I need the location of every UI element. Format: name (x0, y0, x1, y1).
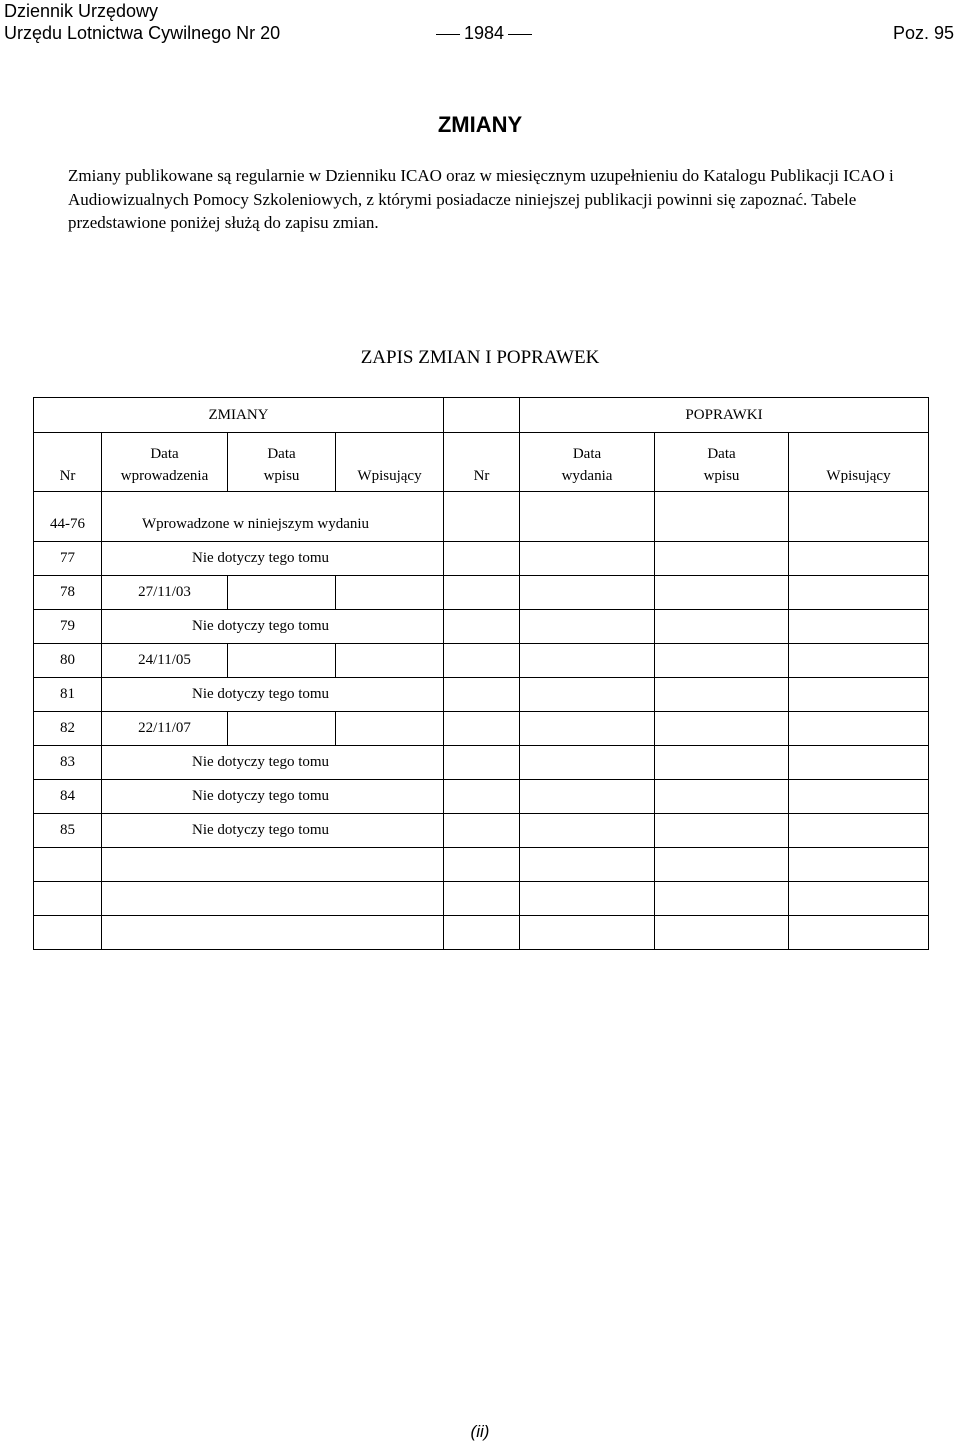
col-corr-write-date-l1: Data (707, 446, 736, 462)
dash-right (508, 34, 532, 35)
position-label: Poz. 95 (892, 23, 954, 43)
page-title: ZMIANY (437, 112, 523, 137)
table-row-empty (34, 848, 929, 882)
table-row (34, 746, 929, 780)
col-entry-date-l1: Data (150, 446, 179, 462)
table-row (34, 644, 929, 678)
amendments-table (33, 397, 929, 950)
col-corr-nr: Nr (444, 433, 520, 492)
row-note: Nie dotyczy tego tomu (102, 610, 444, 644)
table-row (34, 542, 929, 576)
row-nr: 79 (34, 610, 102, 644)
col-writer: Wpisujący (336, 433, 444, 492)
intro-paragraph: Zmiany publikowane są regularnie w Dzienniku ICAO oraz w miesięcznym uzupełnieniu do Katalogu Publikacji ICAO i Audiowizualnych Pomocy Szkoleniowych, z którymi posiadacze niniejszej publikacji powinni się zapoznać. Tabele przedstawione poniżej służą do zapisu zmian. (68, 166, 894, 232)
row-nr: 44-76 (34, 508, 102, 542)
table-row (34, 712, 929, 746)
changes-group-header: ZMIANY (34, 398, 444, 433)
col-corr-writer: Wpisujący (789, 433, 929, 492)
table-row (34, 678, 929, 712)
corrections-group-header: POPRAWKI (520, 398, 929, 433)
table-row-empty (34, 882, 929, 916)
col-issue-date-l1: Data (572, 446, 602, 462)
row-nr: 78 (34, 576, 102, 610)
col-write-date (228, 433, 336, 492)
row-note: Nie dotyczy tego tomu (102, 542, 444, 576)
page-footer: (ii) (470, 1422, 490, 1441)
row-nr: 83 (34, 746, 102, 780)
table-title: ZAPIS ZMIAN I POPRAWEK (360, 347, 600, 368)
table-column-header (34, 433, 929, 492)
row-entry-date: 27/11/03 (102, 576, 228, 610)
dash-left (436, 34, 460, 35)
row-entry-date: 22/11/07 (102, 712, 228, 746)
table-row (34, 610, 929, 644)
col-corr-write-date (655, 433, 789, 492)
row-nr: 81 (34, 678, 102, 712)
journal-line-1: Dziennik Urzędowy (4, 1, 159, 21)
col-issue-date (520, 433, 655, 492)
col-entry-date (102, 433, 228, 492)
col-entry-date-l2: wprowadzenia (120, 468, 209, 484)
row-note: Wprowadzone w niniejszym wydaniu (102, 508, 444, 542)
row-nr: 77 (34, 542, 102, 576)
col-nr: Nr (34, 433, 102, 492)
table-group-header (34, 398, 929, 433)
row-nr: 84 (34, 780, 102, 814)
header-spacer (34, 492, 929, 509)
row-entry-date: 24/11/05 (102, 644, 228, 678)
col-write-date-l2: wpisu (263, 468, 300, 484)
row-nr: 82 (34, 712, 102, 746)
row-nr: 85 (34, 814, 102, 848)
table-row (34, 780, 929, 814)
journal-line-2: Urzędu Lotnictwa Cywilnego Nr 20 (4, 23, 281, 43)
year: 1984 (464, 23, 505, 43)
col-issue-date-l2: wydania (561, 468, 613, 484)
table-row (34, 814, 929, 848)
col-corr-write-date-l2: wpisu (703, 468, 740, 484)
row-note: Nie dotyczy tego tomu (102, 678, 444, 712)
year-marker (432, 22, 536, 44)
row-note: Nie dotyczy tego tomu (102, 814, 444, 848)
table-row (34, 508, 929, 542)
row-note: Nie dotyczy tego tomu (102, 780, 444, 814)
row-nr: 80 (34, 644, 102, 678)
row-note: Nie dotyczy tego tomu (102, 746, 444, 780)
journal-name (4, 0, 280, 44)
table-row (34, 576, 929, 610)
col-write-date-l1: Data (267, 446, 296, 462)
group-gap (444, 398, 520, 433)
table-row-empty (34, 916, 929, 950)
